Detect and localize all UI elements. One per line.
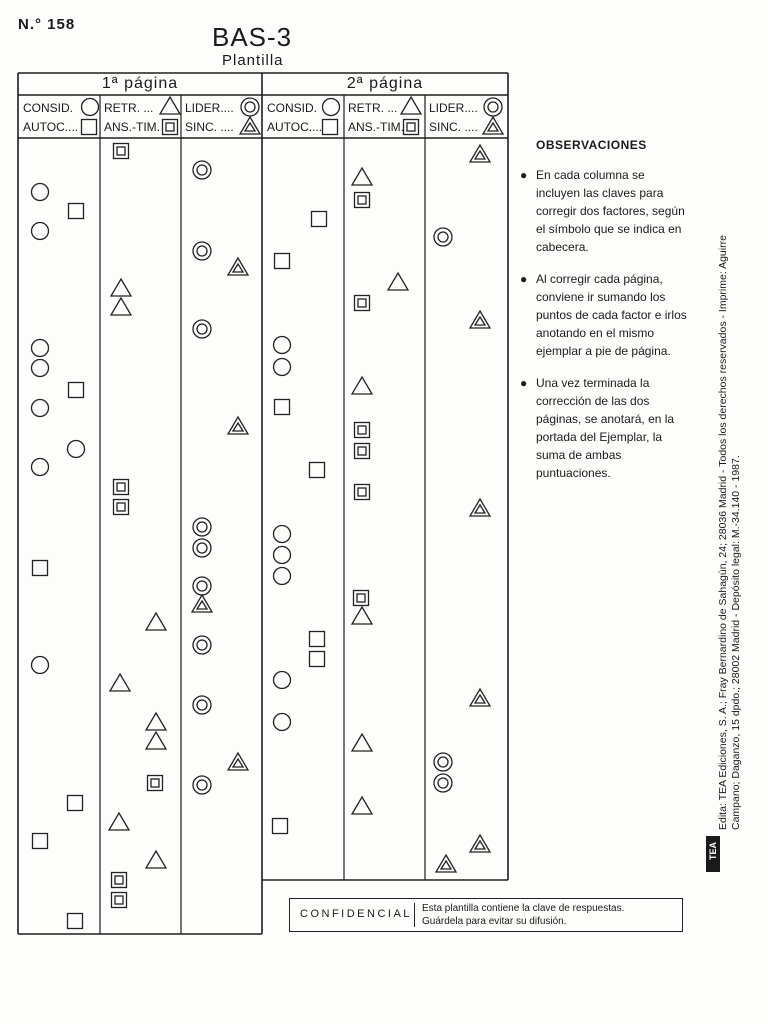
triangle-icon — [352, 734, 372, 751]
document-subtitle: Plantilla — [222, 52, 284, 69]
circle-icon — [82, 99, 99, 116]
double-circle-icon — [434, 753, 452, 771]
observation-item: ● Una vez terminada la corrección de las dos páginas, se anotará, en la portada del Ejemplar, la suma de ambas puntuaciones. — [520, 376, 675, 480]
triangle-icon — [111, 298, 131, 315]
double-square-icon — [112, 893, 127, 908]
circle-icon — [32, 657, 49, 674]
triangle-icon — [111, 279, 131, 296]
square-icon — [82, 120, 97, 135]
double-triangle-icon — [192, 595, 212, 612]
key-consid: CONSID. — [267, 101, 318, 115]
square-icon — [310, 632, 325, 647]
double-square-icon — [355, 423, 370, 438]
double-triangle-icon — [240, 117, 260, 134]
observations-panel — [520, 138, 690, 496]
triangle-icon — [352, 797, 372, 814]
double-circle-icon — [193, 320, 211, 338]
document-title: BAS-3 — [212, 22, 293, 52]
publisher-line-1: Edita: TEA Ediciones, S. A.; Fray Bernardino de Sahagún, 24; 28036 Madrid - Todos los derechos reservados - Imprime: Aguirre — [717, 235, 729, 830]
circle-icon — [32, 400, 49, 417]
circle-icon — [32, 184, 49, 201]
double-circle-icon — [484, 98, 502, 116]
square-icon — [69, 383, 84, 398]
bullet-icon: ● — [520, 376, 528, 390]
square-icon — [68, 796, 83, 811]
circle-icon — [274, 672, 291, 689]
double-square-icon — [114, 144, 129, 159]
circle-icon — [32, 340, 49, 357]
triangle-icon — [146, 732, 166, 749]
double-triangle-icon — [483, 117, 503, 134]
double-triangle-icon — [470, 145, 490, 162]
document-number: N.° 158 — [18, 16, 76, 33]
square-icon — [312, 212, 327, 227]
double-square-icon — [355, 296, 370, 311]
double-square-icon — [355, 193, 370, 208]
key-ans-tim: ANS.-TIM. — [348, 120, 404, 134]
circle-icon — [323, 99, 340, 116]
publisher-line-2: Campano; Daganzo, 15 dpdo.; 28002 Madrid - Depósito legal: M.-34.140 - 1987. — [730, 455, 742, 830]
double-circle-icon — [193, 577, 211, 595]
triangle-icon — [146, 613, 166, 630]
double-circle-icon — [434, 228, 452, 246]
circle-icon — [274, 359, 291, 376]
double-square-icon — [404, 120, 419, 135]
double-triangle-icon — [436, 855, 456, 872]
double-triangle-icon — [228, 753, 248, 770]
double-triangle-icon — [470, 499, 490, 516]
triangle-icon — [388, 273, 408, 290]
confidential-label: CONFIDENCIAL — [300, 908, 412, 920]
circle-icon — [274, 547, 291, 564]
double-circle-icon — [193, 696, 211, 714]
triangle-icon — [160, 97, 180, 114]
publisher-logo: TEA — [706, 836, 720, 872]
double-triangle-icon — [470, 689, 490, 706]
double-circle-icon — [193, 242, 211, 260]
double-circle-icon — [193, 539, 211, 557]
square-icon — [310, 652, 325, 667]
circle-icon — [32, 223, 49, 240]
double-square-icon — [355, 485, 370, 500]
double-square-icon — [114, 500, 129, 515]
key-ans-tim: ANS.-TIM. — [104, 120, 160, 134]
key-autoc: AUTOC.... — [23, 120, 79, 134]
double-square-icon — [355, 444, 370, 459]
key-retr: RETR. ... — [104, 101, 154, 115]
divider — [414, 903, 415, 927]
double-circle-icon — [193, 776, 211, 794]
triangle-icon — [146, 713, 166, 730]
double-square-icon — [114, 480, 129, 495]
circle-icon — [274, 714, 291, 731]
triangle-icon — [352, 168, 372, 185]
triangle-icon — [352, 607, 372, 624]
circle-icon — [274, 568, 291, 585]
bullet-icon: ● — [520, 272, 528, 286]
square-icon — [275, 400, 290, 415]
circle-icon — [274, 337, 291, 354]
observation-item: ● En cada columna se incluyen las claves para corregir dos factores, según el símbolo que se indica en cabecera. — [520, 168, 685, 254]
square-icon — [68, 914, 83, 929]
double-circle-icon — [193, 636, 211, 654]
page-2-header: 2ª página — [346, 75, 424, 92]
triangle-icon — [352, 377, 372, 394]
double-square-icon — [354, 591, 369, 606]
page-1-header: 1ª página — [101, 75, 179, 92]
double-square-icon — [112, 873, 127, 888]
square-icon — [323, 120, 338, 135]
key-lider: LIDER.... — [185, 101, 234, 115]
key-sinc: SINC. .... — [185, 120, 234, 134]
square-icon — [310, 463, 325, 478]
square-icon — [275, 254, 290, 269]
double-triangle-icon — [228, 417, 248, 434]
observation-item: ● Al corregir cada página, conviene ir sumando los puntos de cada factor e irlos anotando en el mismo ejemplar a pie de página. — [520, 272, 687, 358]
square-icon — [69, 204, 84, 219]
key-sinc: SINC. .... — [429, 120, 478, 134]
key-autoc: AUTOC.... — [267, 120, 323, 134]
triangle-icon — [109, 813, 129, 830]
triangle-icon — [110, 674, 130, 691]
square-icon — [33, 834, 48, 849]
circle-icon — [32, 360, 49, 377]
circle-icon — [68, 441, 85, 458]
publisher-info — [717, 235, 743, 830]
double-triangle-icon — [470, 311, 490, 328]
double-circle-icon — [193, 518, 211, 536]
circle-icon — [274, 526, 291, 543]
key-lider: LIDER.... — [429, 101, 478, 115]
square-icon — [273, 819, 288, 834]
key-retr: RETR. ... — [348, 101, 398, 115]
triangle-icon — [401, 97, 421, 114]
bullet-icon: ● — [520, 168, 528, 182]
key-consid: CONSID. — [23, 101, 74, 115]
circle-icon — [32, 459, 49, 476]
square-icon — [33, 561, 48, 576]
double-circle-icon — [241, 98, 259, 116]
observations-title: OBSERVACIONES — [536, 138, 647, 152]
double-square-icon — [148, 776, 163, 791]
double-square-icon — [163, 120, 178, 135]
triangle-icon — [146, 851, 166, 868]
double-circle-icon — [434, 774, 452, 792]
double-triangle-icon — [228, 258, 248, 275]
double-triangle-icon — [470, 835, 490, 852]
double-circle-icon — [193, 161, 211, 179]
confidential-notice — [289, 898, 683, 932]
confidential-text: Esta plantilla contiene la clave de respuestas. Guárdela para evitar su difusión. — [422, 903, 625, 927]
